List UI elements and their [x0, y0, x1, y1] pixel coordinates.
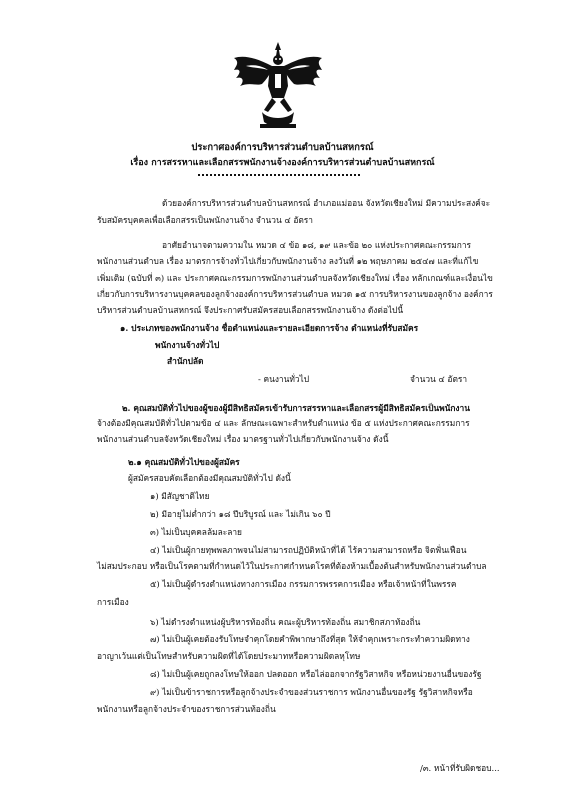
qualification-item-5-cont: การเมือง: [97, 597, 129, 607]
qualification-item-6: ๖) ไม่ดำรงตำแหน่งผู้บริหารท้องถิ่น คณะผู้บริหารท้องถิ่น สมาชิกสภาท้องถิ่น: [150, 617, 421, 627]
intro-line-1: ด้วยองค์การบริหารส่วนตำบลบ้านสหกรณ์ อำเภอแม่ออน จังหวัดเชียงใหม่ มีความประสงค์จะ: [162, 198, 491, 208]
section2-heading: ๒. คุณสมบัติทั่วไปของผู้ของผู้มีสิทธิสมัครเข้ารับการสรรหาและเลือกสรรผู้มีสิทธิสมัครเป็นพนักงาน: [122, 403, 470, 413]
separator-line: [198, 174, 360, 176]
qualification-item-4: ๔) ไม่เป็นผู้กายทุพพลภาพจนไม่สามารถปฏิบัติหน้าที่ได้ ไร้ความสามารถหรือ จิตฟั่นเฟือน: [150, 545, 467, 555]
authority-line-3: เพิ่มเติม (ฉบับที่ ๓) และ ประกาศคณะกรรมการพนักงานส่วนตำบลจังหวัดเชียงใหม่ เรื่อง หลักเกณฑ์และเงื่อนไข: [97, 273, 493, 283]
document-subject: เรื่อง การสรรหาและเลือกสรรพนักงานจ้างองค์การบริหารส่วนตำบลบ้านสหกรณ์: [130, 158, 435, 168]
qualification-item-5: ๕) ไม่เป็นผู้ดำรงตำแหน่งทางการเมือง กรรมการพรรคการเมือง หรือเจ้าหน้าที่ในพรรค: [150, 579, 457, 589]
section1-heading: ๑. ประเภทของพนักงานจ้าง ชื่อตำแหน่งและรายละเอียดการจ้าง ตำแหน่งที่รับสมัคร: [120, 323, 419, 333]
document-title: ประกาศองค์การบริหารส่วนตำบลบ้านสหกรณ์: [191, 142, 374, 153]
section2-line-2: พนักงานส่วนตำบลจังหวัดเชียงใหม่ เรื่อง มาตรฐานทั่วไปเกี่ยวกับพนักงานจ้าง ดังนี้: [97, 434, 389, 444]
section1-position: - คนงานทั่วไป: [258, 374, 310, 384]
authority-line-4: เกี่ยวกับการบริหารงานบุคคลของลูกจ้างองค์การบริหารส่วนตำบล หมวด ๑๕ การบริหารงานของลูกจ้าง องค์การ: [97, 289, 493, 299]
qualification-item-2: ๒) มีอายุไม่ต่ำกว่า ๑๘ ปีบริบูรณ์ และ ไม่เกิน ๖๐ ปี: [150, 509, 331, 519]
qualification-item-1: ๑) มีสัญชาติไทย: [150, 491, 210, 501]
section2-1-intro: ผู้สมัครสอบคัดเลือกต้องมีคุณสมบัติทั่วไป ดังนี้: [128, 473, 291, 483]
section1-office: สำนักปลัด: [167, 356, 204, 366]
next-page-footer: /๓. หน้าที่รับผิดชอบ...: [420, 763, 500, 773]
qualification-item-4-cont: ไม่สมประกอบ หรือเป็นโรคตามที่กำหนดไว้ในประกาศกำหนดโรคที่ต้องห้ามเบื้องต้นสำหรับพนักงานส่วนตำบล: [97, 561, 487, 571]
qualification-item-8: ๘) ไม่เป็นผู้เคยถูกลงโทษให้ออก ปลดออก หรือไล่ออกจากรัฐวิสาหกิจ หรือหน่วยงานอื่นของรัฐ: [150, 669, 482, 679]
authority-line-5: บริหารส่วนตำบลบ้านสหกรณ์ จึงประกาศรับสมัครสอบเลือกสรรพนักงานจ้าง ดังต่อไปนี้: [97, 305, 404, 315]
section2-1-heading: ๒.๑ คุณสมบัติทั่วไปของผู้สมัคร: [128, 457, 240, 467]
qualification-item-7-cont: อาญาเว้นแต่เป็นโทษสำหรับความผิดที่ได้โดยประมาทหรือความผิดลหุโทษ: [97, 651, 361, 661]
section2-line-1: จ้างต้องมีคุณสมบัติทั่วไปตามข้อ ๔ และ ลักษณะเฉพาะสำหรับตำแหน่ง ข้อ ๕ แห่งประกาศคณะกรรมการ: [97, 418, 470, 428]
qualification-item-9: ๙) ไม่เป็นข้าราชการหรือลูกจ้างประจำของส่วนราชการ พนักงานอื่นของรัฐ รัฐวิสาหกิจหรือ: [150, 687, 473, 697]
qualification-item-9-cont: พนักงานหรือลูกจ้างประจำของราชการส่วนท้องถิ่น: [97, 704, 276, 714]
section1-employee-type: พนักงานจ้างทั่วไป: [155, 340, 220, 350]
qualification-item-3: ๓) ไม่เป็นบุคคลล้มละลาย: [150, 527, 242, 537]
section1-count: จำนวน ๔ อัตรา: [410, 374, 468, 384]
intro-line-2: รับสมัครบุคคลเพื่อเลือกสรรเป็นพนักงานจ้าง จำนวน ๔ อัตรา: [97, 215, 314, 225]
qualification-item-7: ๗) ไม่เป็นผู้เคยต้องรับโทษจำคุกโดยคำพิพากษาถึงที่สุด ให้จำคุกเพราะกระทำความผิดทาง: [150, 634, 470, 644]
authority-line-1: อาศัยอำนาจตามความใน หมวด ๔ ข้อ ๑๘, ๑๙ และข้อ ๒๐ แห่งประกาศคณะกรรมการ: [162, 240, 472, 250]
authority-line-2: พนักงานส่วนตำบล เรื่อง มาตรการจ้างทั่วไปเกี่ยวกับพนักงานจ้าง ลงวันที่ ๑๒ พฤษภาคม ๒๕๔๗ และที่แก้ไข: [97, 256, 479, 266]
garuda-emblem-icon: [232, 40, 324, 132]
